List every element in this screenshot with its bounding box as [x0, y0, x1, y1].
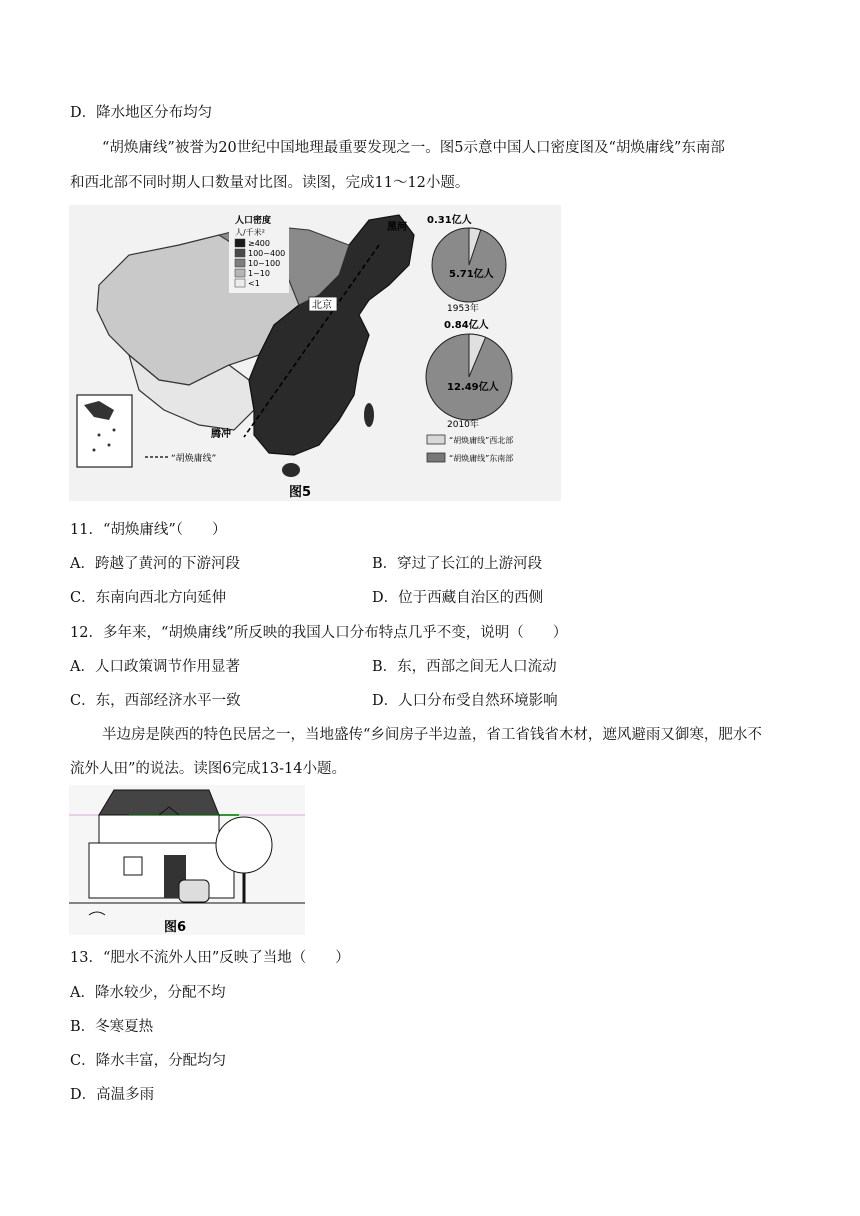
water-barrel [179, 880, 209, 902]
figure-6 [69, 785, 305, 935]
intro-text-line1: “胡焕庸线”被誉为20世纪中国地理最重要发现之一。图5示意中国人口密度图及“胡焕庸线”东南部 [102, 140, 725, 156]
q11-option-b: B．穿过了长江的上游河段 [372, 556, 543, 572]
pie-2010-nw-label: 0.84亿人 [444, 320, 489, 331]
legend-swatch [235, 269, 245, 277]
intro2-text-line2: 流外人田”的说法。读图6完成13-14小题。 [70, 761, 346, 777]
pie-2010-se-label: 12.49亿人 [447, 382, 499, 393]
taiwan-island [364, 403, 374, 427]
q11-stem: 11．“胡焕庸线”（ ） [70, 522, 227, 538]
legend-label: ≥400 [248, 239, 270, 248]
hu-line-legend: “胡焕庸线” [171, 454, 217, 464]
legend-swatch [235, 279, 245, 287]
figure-5-caption: 图5 [289, 485, 312, 500]
pie-1953 [432, 228, 506, 302]
legend-swatch [235, 259, 245, 267]
pie-legend-nw: “胡焕庸线”西北部 [449, 436, 514, 445]
q11-option-d: D．位于西藏自治区的西侧 [372, 590, 544, 606]
city-beijing: 北京 [312, 300, 332, 311]
q11-option-c: C．东南向西北方向延伸 [70, 590, 227, 606]
q12-option-b: B．东，西部之间无人口流动 [372, 659, 557, 675]
q12-option-c: C．东，西部经济水平一致 [70, 693, 241, 709]
legend-label: <1 [248, 279, 260, 288]
q13-stem: 13．“肥水不流外人田”反映了当地（ ） [70, 950, 350, 966]
house-upper-wall [99, 815, 219, 843]
pie-2010 [426, 334, 512, 420]
legend-swatch [235, 239, 245, 247]
q12-stem: 12．多年来，“胡焕庸线”所反映的我国人口分布特点几乎不变，说明（ ） [70, 625, 568, 641]
intro-text-line2: 和西北部不同时期人口数量对比图。读图，完成11～12小题。 [70, 175, 470, 191]
house-roof [99, 790, 219, 815]
pie-1953-year: 1953年 [447, 304, 479, 314]
q12-option-d: D．人口分布受自然环境影响 [372, 693, 558, 709]
tree-crown [216, 817, 272, 873]
figure-5-graphic [69, 205, 561, 501]
figure-6-caption: 图6 [164, 920, 187, 935]
house-window [124, 857, 142, 875]
city-heihe: 黑河 [387, 222, 407, 233]
legend-swatch [235, 249, 245, 257]
intro2-text-line1: 半边房是陕西的特色民居之一，当地盛传“乡间房子半边盖，省工省钱省木材，遮风避雨又御寒，肥水不 [102, 727, 762, 743]
legend-title: 人口密度 [235, 216, 272, 226]
q13-option-d: D．高温多雨 [70, 1087, 155, 1103]
q10-option-d: D．降水地区分布均匀 [70, 105, 213, 121]
city-tengchong: 腾冲 [211, 429, 231, 440]
q12-option-a: A．人口政策调节作用显著 [70, 659, 240, 675]
legend-label: 10~100 [248, 259, 281, 268]
house-lower-wall [89, 843, 234, 898]
q13-option-b: B．冬寒夏热 [70, 1019, 154, 1035]
pie-2010-year: 2010年 [447, 420, 479, 430]
pie-1953-se-label: 5.71亿人 [449, 269, 494, 280]
legend-label: 1~10 [248, 269, 270, 278]
figure-5 [69, 205, 561, 501]
figure-6-graphic [69, 785, 305, 935]
q11-option-a: A．跨越了黄河的下游河段 [70, 556, 240, 572]
q13-option-a: A．降水较少，分配不均 [70, 985, 226, 1001]
legend-label: 100~400 [248, 249, 286, 258]
legend-unit: 人/千米² [235, 228, 265, 237]
pie-1953-nw-label: 0.31亿人 [427, 215, 472, 226]
q13-option-c: C．降水丰富，分配均匀 [70, 1053, 227, 1069]
pie-legend-se: “胡焕庸线”东南部 [449, 454, 514, 463]
hainan-island [282, 463, 300, 477]
